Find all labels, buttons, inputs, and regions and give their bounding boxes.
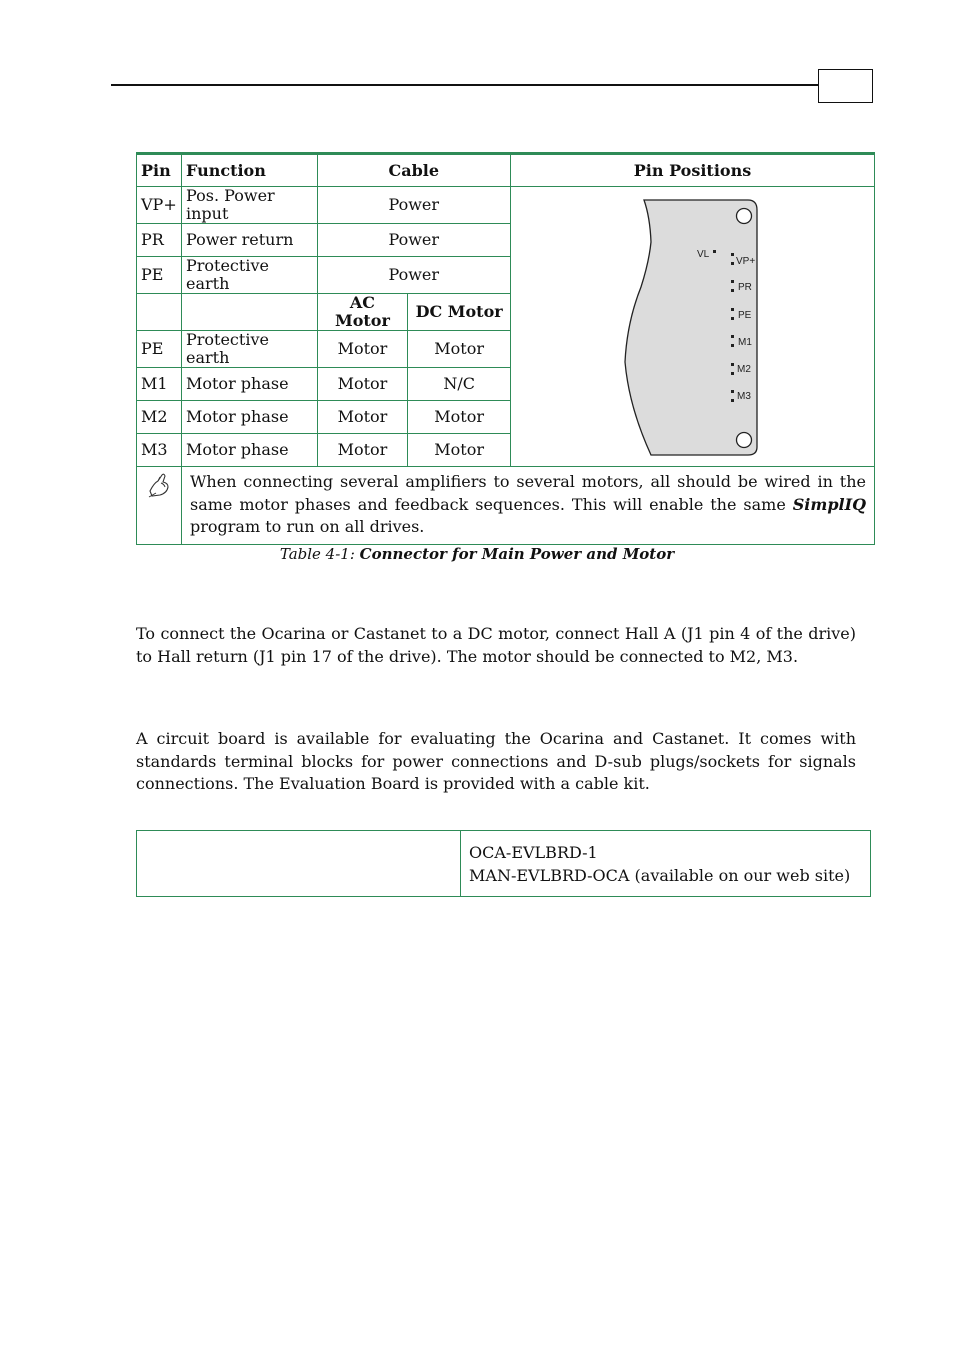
note-text [181,467,874,545]
pin-cell: M1 [137,368,182,401]
mounting-hole-bottom [736,432,751,447]
pin-label-pe: PE [737,309,752,321]
connector-table [136,152,875,545]
header-cable: Cable [317,154,510,187]
pin-dot-upper [731,253,734,256]
table-row [137,187,875,224]
pin-dot-lower [731,399,734,402]
pin-cell: PR [137,224,182,257]
table-caption [0,545,954,563]
pin-dot-lower [731,289,734,292]
header-function: Function [181,154,317,187]
mounting-hole-top [736,208,751,223]
note-row [137,467,875,545]
pin-dot-upper [731,335,734,338]
pin-cell: M2 [137,401,182,434]
caption-prefix: Table 4-1: [279,545,360,563]
function-cell: Motor phase [181,434,317,467]
connector-diagram [511,192,874,458]
kit-manual: MAN-EVLBRD-OCA (available on our web site) [469,866,851,885]
kit-info-cell [461,831,871,897]
pin-cell: PE [137,331,182,368]
function-cell: Protective earth [181,257,317,294]
hand-writing-icon [146,471,172,499]
kit-part-number: OCA-EVLBRD-1 [469,843,598,862]
header-rule [111,84,819,86]
pin-dot-lower [731,344,734,347]
caption-title: Connector for Main Power and Motor [359,545,675,563]
ac-cell: Motor [317,434,408,467]
function-cell: Protective earth [181,331,317,368]
empty-cell [181,294,317,331]
pin-cell: M3 [137,434,182,467]
table-header-row [137,154,875,187]
table-row [137,831,871,897]
pin-label-vp: VP+ [735,255,756,267]
vl-pin-marker [713,250,716,253]
pin-cell: VP+ [137,187,182,224]
pin-dot-upper [731,363,734,366]
note-emphasis: SimplIQ [792,494,866,514]
cable-cell: Power [317,187,510,224]
pin-dot-upper [731,280,734,283]
note-text-part: When connecting several amplifiers to several motors, all should be wired in the same motor phases and feedback sequences. This will enable the same [189,472,866,514]
subheader-dc-motor: DC Motor [408,294,511,331]
function-cell: Power return [181,224,317,257]
page-number-box [818,69,873,103]
vl-label: VL [696,248,710,260]
kit-empty-cell [137,831,461,897]
dc-cell: Motor [408,434,511,467]
dc-cell: Motor [408,401,511,434]
pin-dot-lower [731,372,734,375]
pin-dot-lower [731,262,734,265]
pin-dot-upper [731,308,734,311]
pin-dot-upper [731,390,734,393]
note-text-part: program to run on all drives. [189,517,425,536]
ac-cell: Motor [317,331,408,368]
cable-cell: Power [317,257,510,294]
header-pin: Pin [137,154,182,187]
note-icon-cell [137,467,182,545]
empty-cell [137,294,182,331]
pin-label-m2: M2 [736,363,751,375]
cable-cell: Power [317,224,510,257]
pin-label-m3: M3 [736,390,751,402]
eval-board-paragraph: A circuit board is available for evaluating the Ocarina and Castanet. It comes with standards terminal blocks for power connections and D-sub plugs/sockets for signals connections. The Evaluation Board is provided with a cable kit. [136,729,856,793]
pin-label-pr: PR [737,281,752,293]
dc-cell: Motor [408,331,511,368]
pin-dot-lower [731,317,734,320]
function-cell: Motor phase [181,368,317,401]
connector-board-outline [625,200,757,455]
ac-cell: Motor [317,401,408,434]
subheader-ac-motor: AC Motor [317,294,408,331]
function-cell: Motor phase [181,401,317,434]
header-pin-positions: Pin Positions [510,154,874,187]
ac-cell: Motor [317,368,408,401]
dc-motor-paragraph: To connect the Ocarina or Castanet to a DC motor, connect Hall A (J1 pin 4 of the drive) to Hall return (J1 pin 17 of the drive). The motor should be connected to M2, M3. [136,624,856,666]
dc-cell: N/C [408,368,511,401]
function-cell: Pos. Power input [181,187,317,224]
pin-label-m1: M1 [737,336,752,348]
pin-cell: PE [137,257,182,294]
kit-table [136,830,871,897]
pin-positions-cell [510,187,874,467]
